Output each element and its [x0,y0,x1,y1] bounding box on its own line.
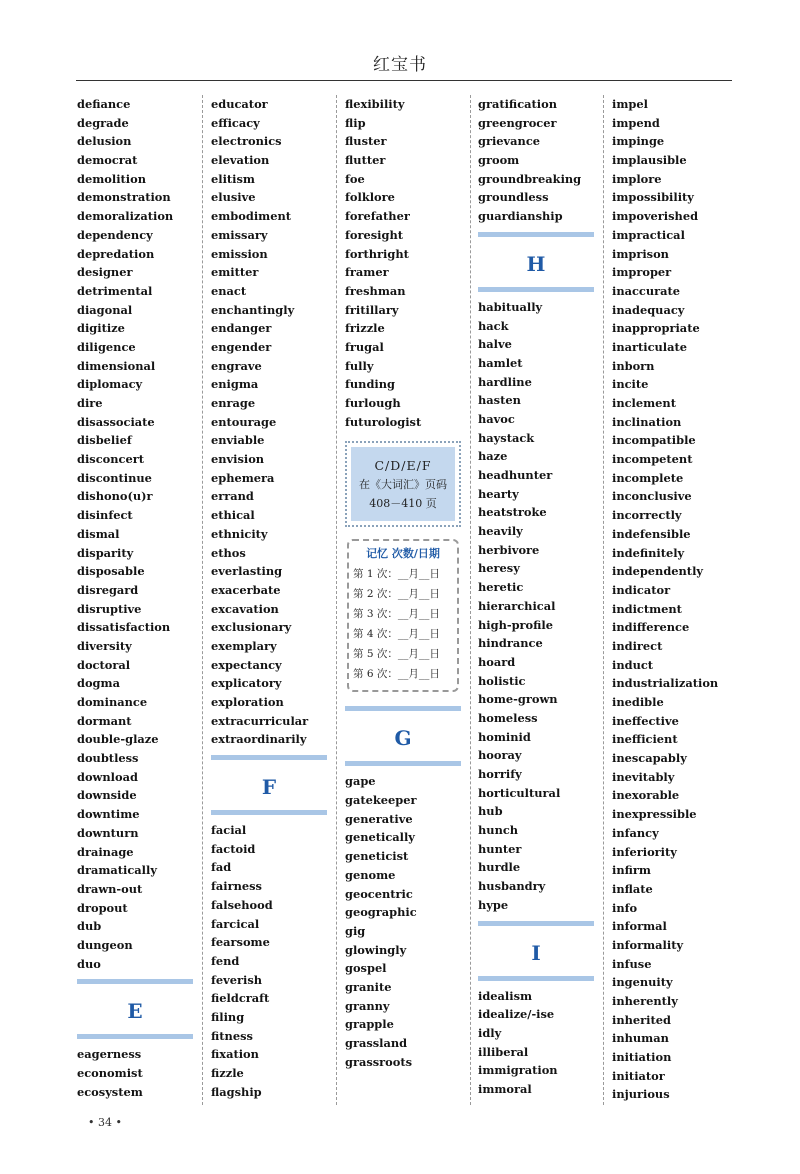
vocab-word: immigration [478,1063,558,1078]
vocab-word: gatekeeper [345,793,417,808]
vocab-word: designer [77,265,133,280]
vocab-word: greengrocer [478,115,557,130]
vocab-word: havoc [478,411,515,426]
vocab-word: groundless [478,190,549,205]
vocab-word: ingenuity [612,975,673,990]
vocab-word: efficacy [211,115,260,130]
vocab-word: downtime [77,807,140,822]
vocab-word: fizzle [211,1066,244,1080]
vocab-word: heresy [478,561,520,576]
vocab-word: impossibility [612,190,694,205]
vocab-word: drainage [77,844,134,859]
vocab-word: fixation [211,1047,259,1062]
vocab-word: falsehood [211,897,273,912]
vocab-word: forthright [345,246,409,261]
vocab-word: infirm [612,863,651,878]
vocab-word: informality [612,937,684,952]
vocab-word: idealism [478,988,533,1003]
vocab-word: impinge [612,134,665,149]
vocab-word: hamlet [478,355,523,370]
vocab-word: democrat [77,153,138,168]
vocab-word: injurious [612,1087,670,1102]
vocab-word: ephemera [211,470,275,485]
vocab-word: inappropriate [612,321,700,336]
vocab-word: induct [612,657,654,672]
word-list-f-cont [345,95,470,431]
vocab-word: exploration [211,695,284,709]
vocab-word: dub [77,919,102,934]
vocab-word: grassroots [345,1054,413,1069]
memory-log-box [347,539,459,692]
section-bar [345,706,461,711]
vocab-word: farcical [211,916,260,931]
page-header-title: 红宝书 [373,55,427,75]
vocab-word: hooray [478,748,522,763]
vocab-word: haystack [478,430,535,445]
vocab-word: granny [345,998,390,1013]
vocab-word: inadequacy [612,302,685,317]
section-bar [77,1034,193,1039]
vocab-word: elevation [211,153,270,168]
vocab-word: detrimental [77,283,153,298]
vocab-word: inhuman [612,1031,669,1046]
word-list-i-cont [612,95,762,1104]
range-letters: C/D/E/F [374,457,432,473]
vocab-word: informal [612,919,667,934]
vocab-word: framer [345,265,389,280]
vocab-word: inborn [612,358,655,373]
memory-log-row: 第 1 次：__月__日 [353,568,440,581]
vocab-word: impel [612,97,648,111]
column-separator [336,95,337,1105]
vocab-word: hardline [478,374,532,389]
vocab-word: infancy [612,825,659,840]
vocab-word: doctoral [77,657,131,672]
word-column-5 [612,95,762,1104]
vocab-word: diligence [77,339,136,354]
vocab-word: hoard [478,654,516,669]
vocab-word: ethos [211,545,246,560]
column-separator [202,95,203,1105]
vocab-word: idealize/-ise [478,1007,555,1022]
section-bar [478,976,594,981]
section-bar [345,761,461,766]
vocab-word: foe [345,171,365,186]
vocab-word: info [612,900,638,915]
vocab-word: indefensible [612,526,691,541]
vocab-word: demonstration [77,190,171,205]
vocab-word: groom [478,153,520,168]
vocab-word: geographic [345,905,417,920]
vocab-word: inescapably [612,751,687,766]
vocab-word: halve [478,337,512,352]
vocab-word: initiation [612,1050,672,1065]
vocab-word: duo [77,956,101,971]
vocab-word: hurdle [478,860,521,875]
section-bar [478,921,594,926]
vocab-word: demolition [77,171,146,186]
vocab-word: foresight [345,227,403,242]
vocab-word: diplomacy [77,377,143,392]
vocab-word: dire [77,396,103,410]
vocab-word: entourage [211,414,277,429]
vocab-word: flagship [211,1084,262,1099]
vocab-word: heatstroke [478,505,547,520]
vocab-word: depredation [77,246,155,261]
vocab-word: inexpressible [612,807,697,822]
range-caption: 在《大词汇》页码 [359,477,447,491]
vocab-word: excavation [211,601,279,616]
vocab-word: incompetent [612,452,693,467]
vocab-word: grievance [478,134,541,149]
vocab-word: home-grown [478,692,558,707]
vocab-word: independently [612,564,704,579]
vocab-word: ethnicity [211,526,268,541]
vocab-word: disruptive [77,601,142,616]
vocab-word: diversity [77,638,132,653]
vocab-word: impend [612,115,660,130]
vocab-word: haze [478,449,508,464]
vocab-word: dimensional [77,358,156,373]
vocab-word: filing [211,1009,245,1024]
vocab-word: explicatory [211,676,282,691]
vocab-word: demoralization [77,209,174,224]
vocab-word: incompatible [612,433,696,448]
vocab-word: ethical [211,508,255,523]
word-column-3 [345,95,470,1071]
vocab-word: improper [612,265,672,280]
vocab-word: disbelief [77,433,132,448]
vocab-word: feverish [211,972,263,987]
vocab-word: indicator [612,582,671,597]
vocab-word: incorrectly [612,508,682,523]
vocab-word: inherently [612,994,678,1008]
section-letter-i: I [531,940,541,965]
vocab-word: emission [211,246,268,261]
header-rule [76,80,732,81]
vocab-word: flutter [345,153,386,168]
vocab-word: disconcert [77,452,144,467]
vocab-word: digitize [77,321,125,336]
vocab-word: furlough [345,396,401,410]
vocab-word: inarticulate [612,339,688,354]
word-list-f [211,821,336,1101]
memory-log-row: 第 6 次：__月__日 [353,668,440,681]
vocab-word: geneticist [345,849,409,864]
vocab-word: granite [345,979,392,994]
vocab-word: exacerbate [211,582,281,597]
vocab-word: husbandry [478,879,546,894]
vocab-word: implausible [612,153,687,168]
vocab-word: impractical [612,227,685,242]
section-letter-e: E [127,999,143,1024]
section-bar [478,287,594,292]
memory-log-row: 第 2 次：__月__日 [353,588,440,601]
vocab-word: downturn [77,825,139,840]
section-letter-h: H [526,251,546,276]
vocab-word: discontinue [77,470,152,485]
vocab-word: errand [211,489,254,504]
word-list-g-cont [478,95,603,226]
vocab-word: disinfect [77,508,133,523]
vocab-word: dishono(u)r [77,489,153,504]
vocab-word: folklore [345,190,395,205]
vocab-word: idly [478,1025,502,1040]
vocab-word: elitism [211,171,255,186]
vocab-word: impoverished [612,209,699,224]
vocab-word: horrify [478,767,522,781]
vocab-word: disposable [77,564,145,579]
vocab-word: enchantingly [211,302,295,317]
vocab-word: enviable [211,433,265,448]
vocab-word: ineffective [612,713,679,728]
vocab-word: inclination [612,414,682,429]
vocab-word: indirect [612,638,663,653]
vocab-word: high-profile [478,617,554,632]
vocab-word: initiator [612,1068,665,1083]
vocab-word: hindrance [478,636,543,651]
page-number: • 34 • [88,1116,122,1129]
vocab-word: dismal [77,526,120,541]
vocab-word: genome [345,867,396,882]
vocab-word: fitness [211,1028,253,1043]
page-range-box [345,441,461,527]
vocab-word: exclusionary [211,620,292,635]
vocab-word: hunch [478,823,519,838]
vocab-word: industrialization [612,676,719,691]
vocab-word: hasten [478,393,521,408]
vocab-word: genetically [345,830,415,845]
vocab-word: hominid [478,729,531,744]
word-list-d [77,95,202,973]
vocab-word: dormant [77,713,132,728]
vocab-word: electronics [211,134,282,149]
vocab-word: inconclusive [612,489,692,504]
memory-log-row: 第 3 次：__月__日 [353,608,440,621]
section-bar [478,232,594,237]
vocab-word: eagerness [77,1047,142,1062]
vocab-word: immoral [478,1081,532,1096]
vocab-word: heretic [478,580,524,595]
vocab-word: ecosystem [77,1084,143,1099]
word-column-1 [77,95,202,1101]
vocab-word: dominance [77,695,148,709]
memory-log-row: 第 4 次：__月__日 [353,628,440,641]
vocab-word: gape [345,774,376,789]
vocab-word: hierarchical [478,598,556,613]
vocab-word: inclement [612,396,676,410]
vocab-word: gospel [345,961,387,976]
vocab-word: facial [211,823,247,838]
vocab-word: fluster [345,134,387,149]
vocab-word: generative [345,811,413,826]
vocab-word: diagonal [77,302,133,317]
vocab-word: defiance [77,97,131,111]
column-separator [603,95,604,1105]
vocab-word: inevitably [612,769,675,784]
vocab-word: herbivore [478,542,540,557]
vocab-word: fairness [211,879,262,894]
section-bar [211,755,327,760]
vocab-word: embodiment [211,209,291,224]
range-pages: 408－410 页 [369,496,437,510]
word-list-e-cont [211,95,336,749]
vocab-word: funding [345,377,396,392]
vocab-word: glowingly [345,942,407,957]
vocab-word: disassociate [77,414,155,429]
vocab-word: illiberal [478,1044,529,1059]
vocab-word: freshman [345,283,406,298]
vocab-word: delusion [77,134,132,149]
vocab-word: enigma [211,377,259,392]
vocab-word: inflate [612,881,653,896]
vocab-word: elusive [211,190,256,205]
vocab-word: holistic [478,673,526,688]
vocab-word: economist [77,1066,143,1080]
vocab-word: envision [211,452,265,467]
vocab-word: inexorable [612,788,680,803]
vocab-word: implore [612,171,662,186]
vocab-word: endanger [211,321,272,336]
vocab-word: hype [478,897,509,912]
vocab-word: download [77,769,138,784]
vocab-word: forefather [345,209,410,224]
vocab-word: dropout [77,900,128,915]
vocab-word: fieldcraft [211,991,270,1006]
vocab-word: habitually [478,299,543,314]
vocab-word: incomplete [612,470,684,485]
vocab-word: factoid [211,841,256,856]
vocab-word: horticultural [478,785,561,800]
vocab-word: grassland [345,1036,408,1050]
vocab-word: headhunter [478,468,553,482]
vocab-word: inherited [612,1012,671,1027]
vocab-word: infuse [612,956,652,971]
vocab-word: extraordinarily [211,732,307,747]
word-list-e [77,1045,202,1101]
vocab-word: grapple [345,1017,394,1032]
vocab-word: enrage [211,396,256,410]
vocab-word: engender [211,339,272,354]
vocab-word: emissary [211,227,268,242]
vocab-word: flexibility [345,97,405,111]
vocab-word: emitter [211,265,259,280]
vocab-word: futurologist [345,414,422,429]
section-letter-f: F [261,775,277,800]
vocab-word: frugal [345,339,384,354]
vocab-word: geocentric [345,886,413,901]
vocab-word: dissatisfaction [77,620,171,635]
vocab-word: degrade [77,115,129,130]
vocab-word: homeless [478,710,538,725]
section-bar [211,810,327,815]
vocab-word: fritillary [345,302,399,317]
vocab-word: heavily [478,524,523,539]
vocab-word: incite [612,377,649,392]
vocab-word: disregard [77,582,139,597]
vocab-word: hunter [478,841,522,856]
vocab-word: guardianship [478,209,563,224]
word-column-2 [211,95,336,1101]
vocab-word: flip [345,115,366,130]
word-list-h [478,298,603,915]
vocab-word: drawn-out [77,881,143,896]
vocab-word: fend [211,953,240,968]
vocab-word: doubtless [77,751,139,766]
vocab-word: gratification [478,97,558,111]
vocab-word: dramatically [77,863,157,878]
section-bar [77,979,193,984]
vocab-word: dungeon [77,937,133,952]
vocab-word: inaccurate [612,283,681,298]
vocab-word: inedible [612,695,664,709]
word-list-g [345,772,470,1071]
page-range-inner [351,447,455,521]
vocab-word: indifference [612,620,690,635]
vocab-word: imprison [612,246,669,261]
vocab-word: inefficient [612,732,678,747]
vocab-word: groundbreaking [478,171,582,186]
section-letter-g: G [394,726,412,751]
vocab-word: frizzle [345,321,385,336]
word-column-4 [478,95,603,1099]
vocab-word: enact [211,283,247,298]
vocab-word: fully [345,358,374,373]
vocab-word: inferiority [612,844,677,859]
vocab-word: indefinitely [612,545,685,560]
column-separator [470,95,471,1105]
memory-log-title: 记忆 次数/日期 [366,547,440,561]
vocab-word: fearsome [211,935,270,950]
vocab-word: extracurricular [211,713,309,728]
vocab-word: everlasting [211,564,283,579]
memory-log-row: 第 5 次：__月__日 [353,648,440,661]
word-list-i [478,987,603,1099]
vocab-word: downside [77,788,137,803]
vocab-word: dependency [77,227,153,242]
vocab-word: gig [345,923,366,938]
vocab-word: fad [211,860,232,875]
vocab-word: exemplary [211,638,277,653]
vocab-word: engrave [211,358,262,373]
vocab-word: hack [478,318,509,333]
vocab-word: hearty [478,486,519,501]
vocab-word: hub [478,804,503,819]
vocab-word: disparity [77,545,134,560]
vocab-word: dogma [77,676,120,691]
vocab-word: expectancy [211,657,282,672]
vocab-word: indictment [612,601,682,616]
vocab-word: educator [211,97,268,111]
vocab-word: double-glaze [77,732,159,747]
